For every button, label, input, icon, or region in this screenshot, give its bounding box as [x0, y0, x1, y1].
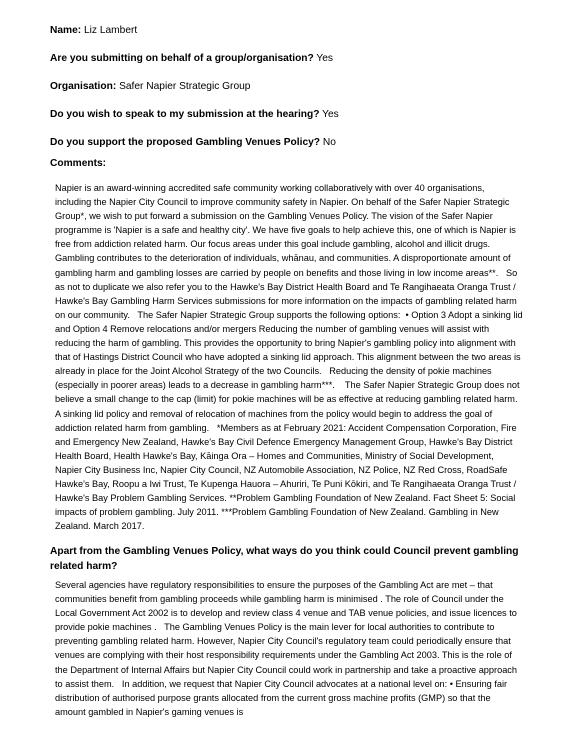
question-text: Several agencies have regulatory responsibilities to ensure the purposes of the Gambling Act are met – that communities benefit from gambling proceeds while gambling harm is minimised . The role of Council under the Local Government Act 2002 is to develop and review class 4 venue and TAB venue policies, and issue licences to provide pokie machines . The Gambling Venues Policy is the main lever for local authorities to contribute to preventing gambling related harm. However, Napier City Council's regulatory team could periodically ensure that venues are complying with their host responsibility requirements under the Gambling Act 2003. This is the role of the Department of Internal Affairs but Napier City Council could work in partnership and take a proactive approach to assist them. In addition, we request that Napier City Council advocates at a national level on: • Ensuring fair distribution of authorised purpose grants allocated from the current gross machine profits (GMP) so that the amount gambled in Napier's gaming venues is — [55, 580, 520, 717]
name-label: Name: — [50, 25, 82, 36]
organisation-value: Safer Napier Strategic Group — [119, 81, 251, 92]
name-value: Liz Lambert — [83, 25, 138, 36]
name-field — [50, 24, 137, 37]
speak-field — [50, 108, 339, 121]
group-label: Are you submitting on behalf of a group/organisation? — [50, 53, 314, 64]
organisation-field — [50, 80, 250, 93]
question-heading: Apart from the Gambling Venues Policy, what ways do you think could Council prevent gambling related harm? — [50, 546, 519, 572]
speak-value: Yes — [322, 109, 339, 120]
support-label: Do you support the proposed Gambling Venues Policy? — [50, 137, 320, 148]
speak-label: Do you wish to speak to my submission at the hearing? — [50, 109, 320, 120]
support-field — [50, 136, 336, 149]
organisation-label: Organisation: — [50, 81, 117, 92]
support-value: No — [322, 137, 336, 148]
comments-text: Napier is an award-winning accredited safe community working collaboratively with over 40 organisations, including the Napier City Council to improve community safety in Napier. On behalf of the Safer Napier Strategic Group*, we wish to put forward a submission on the Gambling Venues Policy. The vision of the Safer Napier programme is 'Napier is a safe and healthy city'. We have five goals to help achieve this, one of which is Napier is free from addiction related harm. Our focus areas under this goal include gambling, alcohol and illicit drugs. Gambling contributes to the deterioration of individuals, whānau, and communities. A disproportionate amount of gambling harm and gambling losses are carried by people on benefits and those living in low income areas**. So as not to duplicate we also refer you to the Hawke's Bay District Health Board and Te Rangihaeata Oranga Trust / Hawke's Bay Gambling Harm Services submissions for more information on the impacts of gambling related harm on our community. The Safer Napier Strategic Group supports the following options: • Option 3 Adopt a sinking lid and Option 4 Remove relocations and/or mergers Reducing the number of gambling venues will assist with reducing the harm of gambling. This provides the opportunity to bring Napier's gambling policy into alignment with that of Hastings District Council who have adopted a sinking lid approach. This alignment between the two areas is already in place for the Joint Alcohol Strategy of the two Councils. Reducing the density of pokie machines (especially in poorer areas) leads to a decrease in gambling harm***. The Safer Napier Strategic Group does not believe a small change to the cap (limit) for pokie machines will be as effective at reducing gambling related harm. A sinking lid policy and removal of relocation of machines from the policy would begin to address the goal of addiction related harm from gambling. *Members as at February 2021: Accident Compensation Corporation, Fire and Emergency New Zealand, Hawke's Bay Civil Defence Emergency Management Group, Hawke's Bay District Health Board, Health Hawke's Bay, Kāinga Ora – Homes and Communities, Ministry of Social Development, Napier City Business Inc, Napier City Council, NZ Automobile Association, NZ Police, NZ Red Cross, RoadSafe Hawke's Bay, Roopu a Iwi Trust, Te Kupenga Hauora – Ahuriri, Te Puni Kōkiri, and Te Rangihaeata Oranga Trust / Hawke's Bay Problem Gambling Services. **Problem Gambling Foundation of New Zealand. Fact Sheet 5: Social impacts of problem gambling. July 2011. ***Problem Gambling Foundation of New Zealand. Gambling in New Zealand. March 2017. — [55, 183, 526, 532]
group-value: Yes — [316, 53, 334, 64]
comments-heading: Comments: — [50, 158, 107, 169]
group-field — [50, 52, 333, 65]
